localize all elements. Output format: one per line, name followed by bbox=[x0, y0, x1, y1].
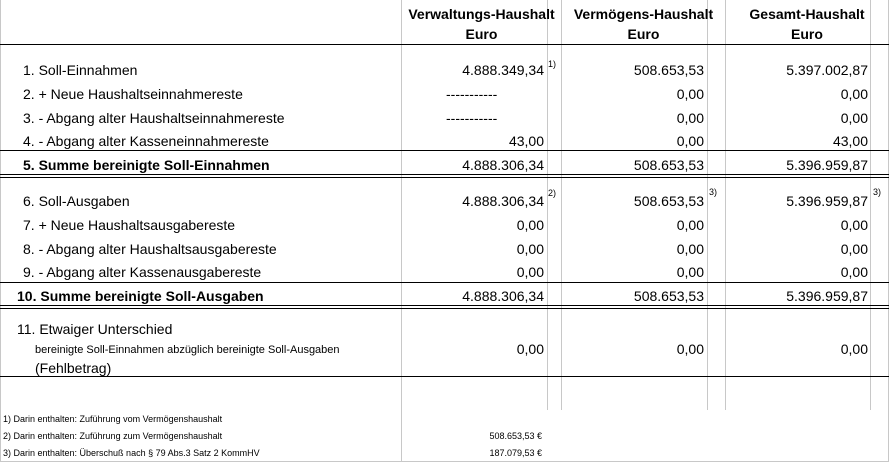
cell-value: 0,00 bbox=[840, 341, 868, 357]
cell-value: 0,00 bbox=[840, 217, 868, 233]
cell-value: 43,00 bbox=[832, 133, 868, 149]
cell-value: 5.396.959,87 bbox=[786, 193, 868, 209]
col-header-vermoegen bbox=[562, 6, 725, 42]
row-label: 6. Soll-Ausgaben bbox=[23, 193, 130, 209]
row-label: 4. - Abgang alter Kasseneinnahmereste bbox=[23, 133, 269, 149]
cell-value: 4.888.306,34 bbox=[462, 193, 544, 209]
col-header-name: Gesamt-Haushalt bbox=[749, 6, 865, 22]
cell-value: ----------- bbox=[446, 110, 498, 126]
cell-value: 0,00 bbox=[676, 341, 704, 357]
row-label: 9. - Abgang alter Kassenausgabereste bbox=[23, 264, 262, 280]
row-label-total: 10. Summe bereinigte Soll-Ausgaben bbox=[17, 288, 264, 304]
col-header-name: Verwaltungs-Haushalt bbox=[408, 6, 555, 22]
row-label: 2. + Neue Haushaltseinnahmereste bbox=[23, 86, 243, 102]
rule bbox=[0, 305, 889, 306]
cell-value: 0,00 bbox=[516, 264, 544, 280]
footnote: 1) Darin enthalten: Zuführung vom Vermögenshaushalt bbox=[3, 414, 223, 424]
cell-value: 508.653,53 bbox=[633, 62, 704, 78]
row-label: 11. Etwaiger Unterschied bbox=[17, 321, 173, 337]
cell-value: 0,00 bbox=[516, 341, 544, 357]
footnote-value: 508.653,53 € bbox=[489, 431, 542, 441]
col-header-unit: Euro bbox=[627, 26, 660, 42]
cell-value: 0,00 bbox=[676, 241, 704, 257]
rule bbox=[0, 376, 889, 377]
grid-line bbox=[0, 0, 1, 462]
cell-value: 0,00 bbox=[840, 110, 868, 126]
cell-value: 4.888.306,34 bbox=[462, 288, 544, 304]
cell-value: 508.653,53 bbox=[633, 288, 704, 304]
row-label: 1. Soll-Einnahmen bbox=[23, 62, 138, 78]
cell-value: 508.653,53 bbox=[633, 193, 704, 209]
col-header-verwaltung bbox=[402, 6, 561, 42]
grid-line bbox=[870, 0, 871, 410]
footnote: 2) Darin enthalten: Zuführung zum Vermögenshaushalt bbox=[3, 431, 223, 441]
row-label: 7. + Neue Haushaltsausgabereste bbox=[23, 217, 236, 233]
cell-value: 43,00 bbox=[508, 133, 544, 149]
row-label: 8. - Abgang alter Haushaltsausgabereste bbox=[23, 241, 277, 257]
footnote-marker: 3) bbox=[709, 187, 718, 197]
footnote-value: 187.079,53 € bbox=[489, 448, 542, 458]
rule bbox=[0, 282, 889, 283]
cell-value: 0,00 bbox=[676, 217, 704, 233]
cell-value: ----------- bbox=[446, 86, 498, 102]
grid-line bbox=[707, 0, 708, 410]
footnote-marker: 1) bbox=[548, 59, 557, 69]
col-header-unit: Euro bbox=[791, 26, 823, 42]
row-sublabel: bereinigte Soll-Einnahmen abzüglich bereinigte Soll-Ausgaben bbox=[35, 344, 340, 356]
cell-value: 0,00 bbox=[676, 110, 704, 126]
cell-value: 0,00 bbox=[516, 217, 544, 233]
rule bbox=[0, 308, 889, 309]
cell-value: 5.396.959,87 bbox=[786, 288, 868, 304]
header-rule bbox=[0, 44, 889, 45]
footnote-marker: 3) bbox=[873, 187, 882, 197]
footnote: 3) Darin enthalten: Überschuß nach § 79 Abs.3 Satz 2 KommHV bbox=[3, 448, 260, 458]
cell-value: 0,00 bbox=[676, 86, 704, 102]
row-label: 3. - Abgang alter Haushaltseinnahmereste bbox=[23, 110, 285, 126]
rule bbox=[0, 174, 889, 175]
row-note: (Fehlbetrag) bbox=[35, 360, 112, 376]
cell-value: 0,00 bbox=[840, 86, 868, 102]
cell-value: 0,00 bbox=[676, 133, 704, 149]
cell-value: 4.888.349,34 bbox=[462, 62, 544, 78]
col-header-unit: Euro bbox=[465, 26, 498, 42]
cell-value: 508.653,53 bbox=[633, 157, 704, 173]
col-header-name: Vermögens-Haushalt bbox=[573, 6, 714, 22]
cell-value: 0,00 bbox=[840, 241, 868, 257]
rule bbox=[0, 177, 889, 178]
footnote-marker: 2) bbox=[548, 188, 557, 198]
cell-value: 4.888.306,34 bbox=[462, 157, 544, 173]
rule bbox=[0, 150, 889, 151]
cell-value: 0,00 bbox=[676, 264, 704, 280]
row-label-total: 5. Summe bereinigte Soll-Einnahmen bbox=[23, 157, 270, 173]
cell-value: 5.397.002,87 bbox=[786, 62, 868, 78]
cell-value: 0,00 bbox=[516, 241, 544, 257]
cell-value: 5.396.959,87 bbox=[786, 157, 868, 173]
cell-value: 0,00 bbox=[840, 264, 868, 280]
grid-line bbox=[888, 0, 889, 462]
col-header-gesamt bbox=[726, 6, 888, 42]
